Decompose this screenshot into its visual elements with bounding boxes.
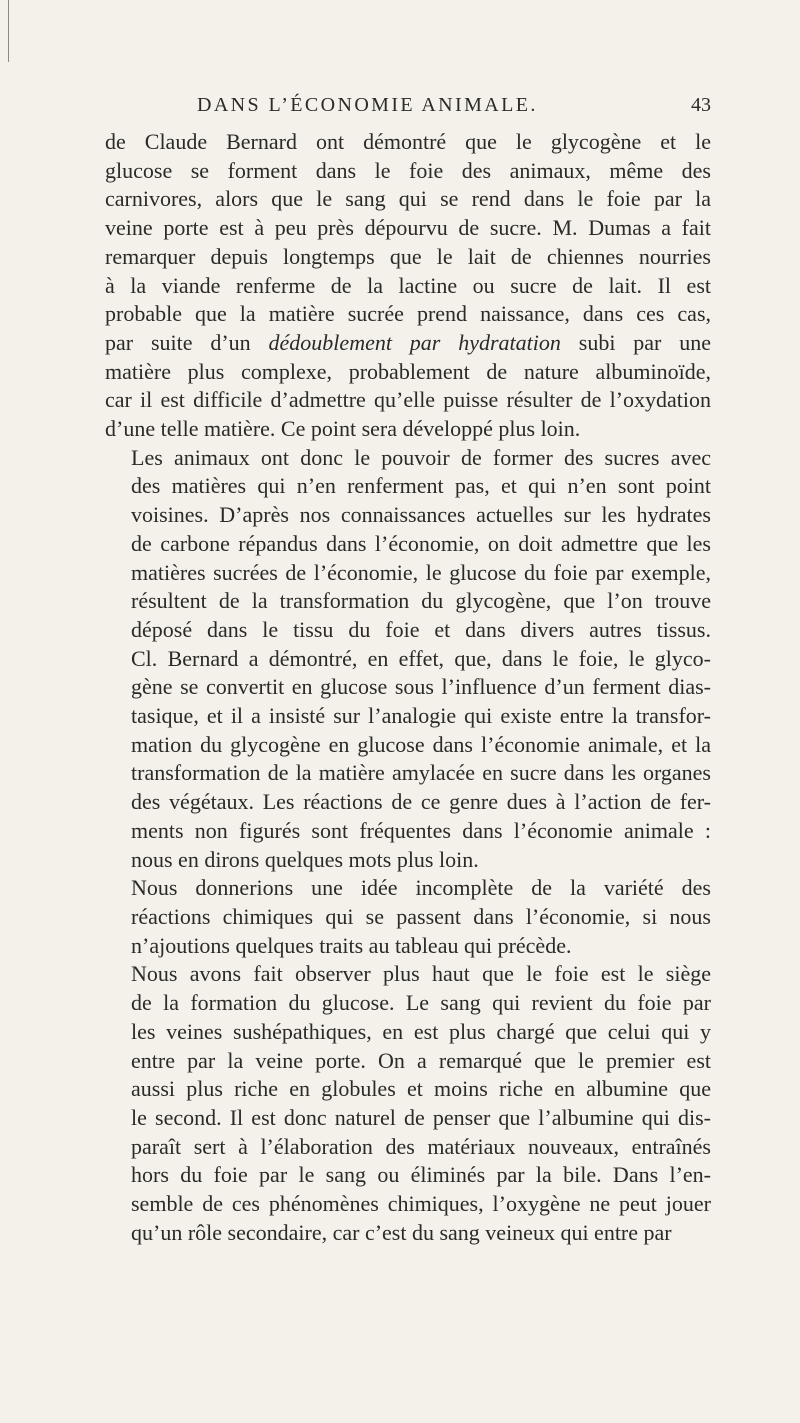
page-edge-rule <box>8 0 9 62</box>
text-line: Nous avons fait observer plus haut que le foie est le siège <box>131 961 711 987</box>
text-line: de Claude Bernard ont démontré que le glycogène et le <box>105 129 711 154</box>
text-line: nous en dirons quelques mots plus loin. <box>131 846 479 872</box>
text-line: voisines. D’après nos connaissances actuelles sur les hydrates <box>131 502 711 528</box>
text-line: de la formation du glucose. Le sang qui revient du foie par <box>131 990 711 1016</box>
text-line: des végétaux. Les réactions de ce genre dues à l’action de fer- <box>131 789 711 815</box>
text-line: à la viande renferme de la lactine ou sucre de lait. Il est <box>105 272 711 298</box>
running-head: DANS L’ÉCONOMIE ANIMALE. <box>197 94 538 116</box>
text-line: réactions chimiques qui se passent dans l’économie, si nous <box>131 903 711 929</box>
text-line: transformation de la matière amylacée en sucre dans les organes <box>131 760 711 786</box>
paragraph <box>105 960 711 1247</box>
text-line: Les animaux ont donc le pouvoir de former des sucres avec <box>131 444 711 470</box>
text-line: carnivores, alors que le sang qui se rend dans le foie par la <box>105 186 711 212</box>
text-line: des matières qui n’en renferment pas, et qui n’en sont point <box>131 473 711 499</box>
text-line: Nous donnerions une idée incomplète de la variété des <box>131 875 711 901</box>
text-line: glucose se forment dans le foie des animaux, même des <box>105 157 711 183</box>
body-text <box>105 128 711 1247</box>
text-line: entre par la veine porte. On a remarqué que le premier est <box>131 1047 711 1073</box>
text-line: paraît sert à l’élaboration des matériaux nouveaux, entraînés <box>131 1133 711 1159</box>
paragraph <box>105 874 711 960</box>
text-line: ments non figurés sont fréquentes dans l’économie animale : <box>131 817 711 843</box>
text-line: qu’un rôle secondaire, car c’est du sang veineux qui entre par <box>131 1219 672 1245</box>
text-line: d’une telle matière. Ce point sera développé plus loin. <box>105 416 581 442</box>
text-line: veine porte est à peu près dépourvu de sucre. M. Dumas a fait <box>105 215 711 241</box>
text-segment: par suite d’un <box>105 329 269 355</box>
text-line: gène se convertit en glucose sous l’influence d’un ferment dias- <box>131 674 711 700</box>
text-line: mation du glycogène en glucose dans l’économie animale, et la <box>131 731 711 757</box>
book-page <box>105 92 711 1247</box>
paragraph <box>105 128 711 444</box>
text-line: matières sucrées de l’économie, le glucose du foie par exemple, <box>131 559 711 585</box>
paragraph <box>105 444 711 875</box>
text-line: hors du foie par le sang ou éliminés par la bile. Dans l’en- <box>131 1162 711 1188</box>
text-line: probable que la matière sucrée prend naissance, dans ces cas, <box>105 301 711 327</box>
text-line: semble de ces phénomènes chimiques, l’oxygène ne peut jouer <box>131 1191 711 1217</box>
text-line: n’ajoutions quelques traits au tableau qui précède. <box>131 932 572 958</box>
italic-term: dédoublement par hydratation <box>268 329 561 355</box>
text-line: matière plus complexe, probablement de nature albuminoïde, <box>105 358 711 384</box>
text-line: de carbone répandus dans l’économie, on doit admettre que les <box>131 530 711 556</box>
text-line: les veines sushépathiques, en est plus chargé que celui qui y <box>131 1018 711 1044</box>
text-line: déposé dans le tissu du foie et dans divers autres tissus. <box>131 616 711 642</box>
text-line: aussi plus riche en globules et moins riche en albumine que <box>131 1076 711 1102</box>
text-line: le second. Il est donc naturel de penser que l’albumine qui dis- <box>131 1104 711 1130</box>
text-line: Cl. Bernard a démontré, en effet, que, dans le foie, le glyco- <box>131 645 711 671</box>
text-segment: subi par une <box>560 329 712 355</box>
text-line: remarquer depuis longtemps que le lait de chiennes nourries <box>105 243 711 269</box>
text-line: résultent de la transformation du glycogène, que l’on trouve <box>131 588 711 614</box>
text-line <box>105 329 711 358</box>
page-number: 43 <box>691 94 711 116</box>
page-header <box>105 92 711 126</box>
text-line: tasique, et il a insisté sur l’analogie qui existe entre la transfor- <box>131 703 711 729</box>
text-line: car il est difficile d’admettre qu’elle puisse résulter de l’oxydation <box>105 387 711 413</box>
